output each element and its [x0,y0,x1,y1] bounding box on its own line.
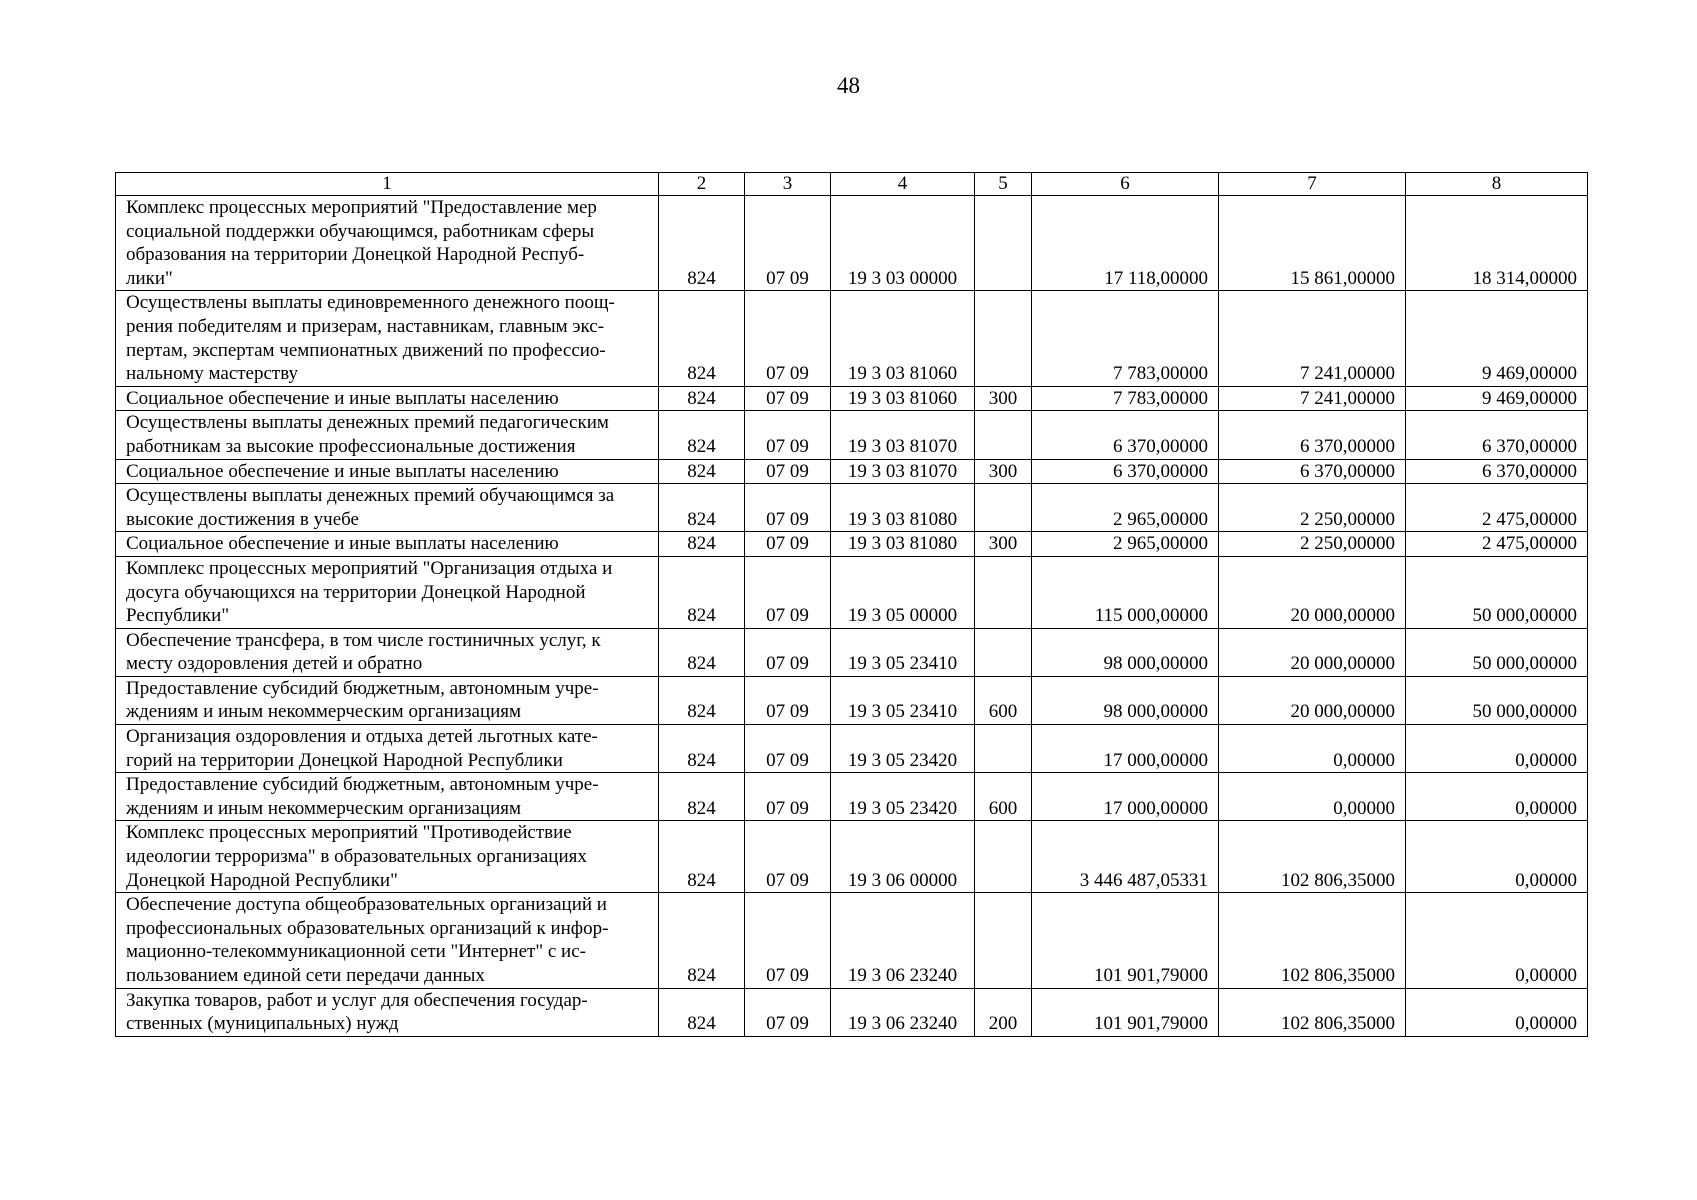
cell-amount-col6: 2 965,00000 [1032,532,1219,557]
table-row [116,386,1588,411]
table-row [116,484,1588,532]
table-body [116,196,1588,1037]
table-row [116,411,1588,459]
cell-amount-col7: 6 370,00000 [1219,411,1406,459]
cell-section-code: 07 09 [745,988,831,1036]
cell-target-article: 19 3 03 81080 [831,484,975,532]
cell-amount-col6: 6 370,00000 [1032,459,1219,484]
cell-expense-type [975,196,1032,291]
column-header: 1 [116,173,659,196]
cell-amount-col6: 17 118,00000 [1032,196,1219,291]
cell-amount-col8: 2 475,00000 [1406,484,1588,532]
cell-department-code: 824 [659,821,745,893]
cell-description: Осуществлены выплаты денежных премий обучающимся за высокие достижения в учебе [116,484,659,532]
cell-department-code: 824 [659,893,745,988]
cell-expense-type: 600 [975,773,1032,821]
cell-department-code: 824 [659,386,745,411]
cell-amount-col7: 7 241,00000 [1219,291,1406,386]
cell-amount-col8: 0,00000 [1406,773,1588,821]
cell-description: Социальное обеспечение и иные выплаты населению [116,459,659,484]
cell-amount-col8: 0,00000 [1406,893,1588,988]
table-row [116,556,1588,628]
cell-expense-type [975,411,1032,459]
cell-amount-col8: 50 000,00000 [1406,628,1588,676]
cell-expense-type: 300 [975,532,1032,557]
cell-amount-col8: 18 314,00000 [1406,196,1588,291]
cell-department-code: 824 [659,459,745,484]
table-row [116,291,1588,386]
cell-section-code: 07 09 [745,196,831,291]
cell-amount-col8: 50 000,00000 [1406,556,1588,628]
table-row [116,725,1588,773]
cell-amount-col7: 20 000,00000 [1219,556,1406,628]
cell-amount-col7: 0,00000 [1219,725,1406,773]
cell-expense-type [975,484,1032,532]
cell-amount-col7: 102 806,35000 [1219,988,1406,1036]
cell-section-code: 07 09 [745,628,831,676]
cell-amount-col8: 9 469,00000 [1406,291,1588,386]
cell-target-article: 19 3 05 23420 [831,725,975,773]
cell-description: Комплекс процессных мероприятий "Предоставление мер социальной поддержки обучающимся, работникам сферы образования на территории Донецкой Народной Респуб- лики" [116,196,659,291]
cell-description: Социальное обеспечение и иные выплаты населению [116,386,659,411]
cell-target-article: 19 3 06 00000 [831,821,975,893]
cell-expense-type [975,291,1032,386]
column-header: 8 [1406,173,1588,196]
cell-expense-type [975,821,1032,893]
cell-section-code: 07 09 [745,291,831,386]
cell-amount-col7: 20 000,00000 [1219,628,1406,676]
cell-department-code: 824 [659,196,745,291]
cell-description: Предоставление субсидий бюджетным, автономным учре- ждениям и иным некоммерческим организациям [116,773,659,821]
cell-amount-col8: 6 370,00000 [1406,411,1588,459]
table-row [116,532,1588,557]
cell-section-code: 07 09 [745,532,831,557]
table-row [116,196,1588,291]
cell-expense-type: 600 [975,676,1032,724]
cell-section-code: 07 09 [745,821,831,893]
cell-amount-col6: 6 370,00000 [1032,411,1219,459]
cell-target-article: 19 3 03 81070 [831,459,975,484]
cell-section-code: 07 09 [745,556,831,628]
column-header: 7 [1219,173,1406,196]
cell-amount-col8: 0,00000 [1406,821,1588,893]
cell-department-code: 824 [659,532,745,557]
cell-expense-type: 200 [975,988,1032,1036]
cell-department-code: 824 [659,411,745,459]
cell-section-code: 07 09 [745,459,831,484]
cell-description: Предоставление субсидий бюджетным, автономным учре- ждениям и иным некоммерческим организациям [116,676,659,724]
cell-amount-col7: 6 370,00000 [1219,459,1406,484]
cell-expense-type: 300 [975,386,1032,411]
cell-amount-col6: 115 000,00000 [1032,556,1219,628]
column-header: 6 [1032,173,1219,196]
cell-expense-type: 300 [975,459,1032,484]
cell-amount-col6: 2 965,00000 [1032,484,1219,532]
cell-target-article: 19 3 05 23420 [831,773,975,821]
cell-section-code: 07 09 [745,773,831,821]
column-header: 2 [659,173,745,196]
cell-expense-type [975,725,1032,773]
cell-target-article: 19 3 03 81060 [831,386,975,411]
budget-table [115,172,1588,1037]
table-row [116,988,1588,1036]
cell-amount-col6: 3 446 487,05331 [1032,821,1219,893]
cell-department-code: 824 [659,484,745,532]
cell-section-code: 07 09 [745,484,831,532]
cell-amount-col6: 101 901,79000 [1032,893,1219,988]
cell-description: Организация оздоровления и отдыха детей льготных кате- горий на территории Донецкой Народной Республики [116,725,659,773]
cell-amount-col6: 98 000,00000 [1032,628,1219,676]
cell-description: Комплекс процессных мероприятий "Организация отдыха и досуга обучающихся на территории Донецкой Народной Республики" [116,556,659,628]
cell-target-article: 19 3 06 23240 [831,988,975,1036]
cell-expense-type [975,556,1032,628]
cell-amount-col6: 101 901,79000 [1032,988,1219,1036]
cell-amount-col7: 0,00000 [1219,773,1406,821]
page-number: 48 [837,73,860,98]
cell-amount-col8: 0,00000 [1406,988,1588,1036]
cell-department-code: 824 [659,773,745,821]
column-header: 3 [745,173,831,196]
cell-department-code: 824 [659,988,745,1036]
cell-target-article: 19 3 05 00000 [831,556,975,628]
cell-department-code: 824 [659,628,745,676]
cell-amount-col8: 2 475,00000 [1406,532,1588,557]
cell-description: Социальное обеспечение и иные выплаты населению [116,532,659,557]
cell-amount-col7: 20 000,00000 [1219,676,1406,724]
cell-amount-col6: 17 000,00000 [1032,773,1219,821]
cell-amount-col6: 98 000,00000 [1032,676,1219,724]
cell-section-code: 07 09 [745,411,831,459]
cell-amount-col6: 17 000,00000 [1032,725,1219,773]
cell-target-article: 19 3 03 00000 [831,196,975,291]
table-row [116,676,1588,724]
cell-section-code: 07 09 [745,893,831,988]
cell-section-code: 07 09 [745,386,831,411]
cell-description: Осуществлены выплаты единовременного денежного поощ- рения победителям и призерам, наставникам, главным экс- пертам, экспертам чемпионатных движений по профессио- нальному мастерству [116,291,659,386]
table-row [116,773,1588,821]
cell-amount-col7: 15 861,00000 [1219,196,1406,291]
cell-section-code: 07 09 [745,725,831,773]
table-row [116,459,1588,484]
cell-amount-col8: 50 000,00000 [1406,676,1588,724]
cell-department-code: 824 [659,676,745,724]
cell-amount-col7: 102 806,35000 [1219,893,1406,988]
cell-amount-col7: 7 241,00000 [1219,386,1406,411]
cell-description: Закупка товаров, работ и услуг для обеспечения государ- ственных (муниципальных) нужд [116,988,659,1036]
cell-department-code: 824 [659,291,745,386]
cell-description: Осуществлены выплаты денежных премий педагогическим работникам за высокие профессиональные достижения [116,411,659,459]
cell-amount-col7: 2 250,00000 [1219,484,1406,532]
cell-description: Обеспечение трансфера, в том числе гостиничных услуг, к месту оздоровления детей и обратно [116,628,659,676]
cell-target-article: 19 3 03 81060 [831,291,975,386]
cell-description: Комплекс процессных мероприятий "Противодействие идеологии терроризма" в образовательных организациях Донецкой Народной Республики" [116,821,659,893]
cell-description: Обеспечение доступа общеобразовательных организаций и профессиональных образовательных организаций к инфор- мационно-телекоммуникационной сети "Интернет" с ис- пользованием единой сети передачи данных [116,893,659,988]
cell-target-article: 19 3 03 81070 [831,411,975,459]
cell-amount-col8: 6 370,00000 [1406,459,1588,484]
cell-amount-col7: 2 250,00000 [1219,532,1406,557]
cell-department-code: 824 [659,725,745,773]
cell-target-article: 19 3 05 23410 [831,628,975,676]
column-header: 4 [831,173,975,196]
cell-department-code: 824 [659,556,745,628]
cell-section-code: 07 09 [745,676,831,724]
table-row [116,821,1588,893]
table-row [116,893,1588,988]
cell-target-article: 19 3 03 81080 [831,532,975,557]
cell-amount-col6: 7 783,00000 [1032,291,1219,386]
cell-amount-col8: 0,00000 [1406,725,1588,773]
cell-expense-type [975,628,1032,676]
column-header: 5 [975,173,1032,196]
cell-target-article: 19 3 05 23410 [831,676,975,724]
cell-target-article: 19 3 06 23240 [831,893,975,988]
table-header-row [116,173,1588,196]
cell-amount-col6: 7 783,00000 [1032,386,1219,411]
table-row [116,628,1588,676]
cell-amount-col7: 102 806,35000 [1219,821,1406,893]
cell-expense-type [975,893,1032,988]
cell-amount-col8: 9 469,00000 [1406,386,1588,411]
